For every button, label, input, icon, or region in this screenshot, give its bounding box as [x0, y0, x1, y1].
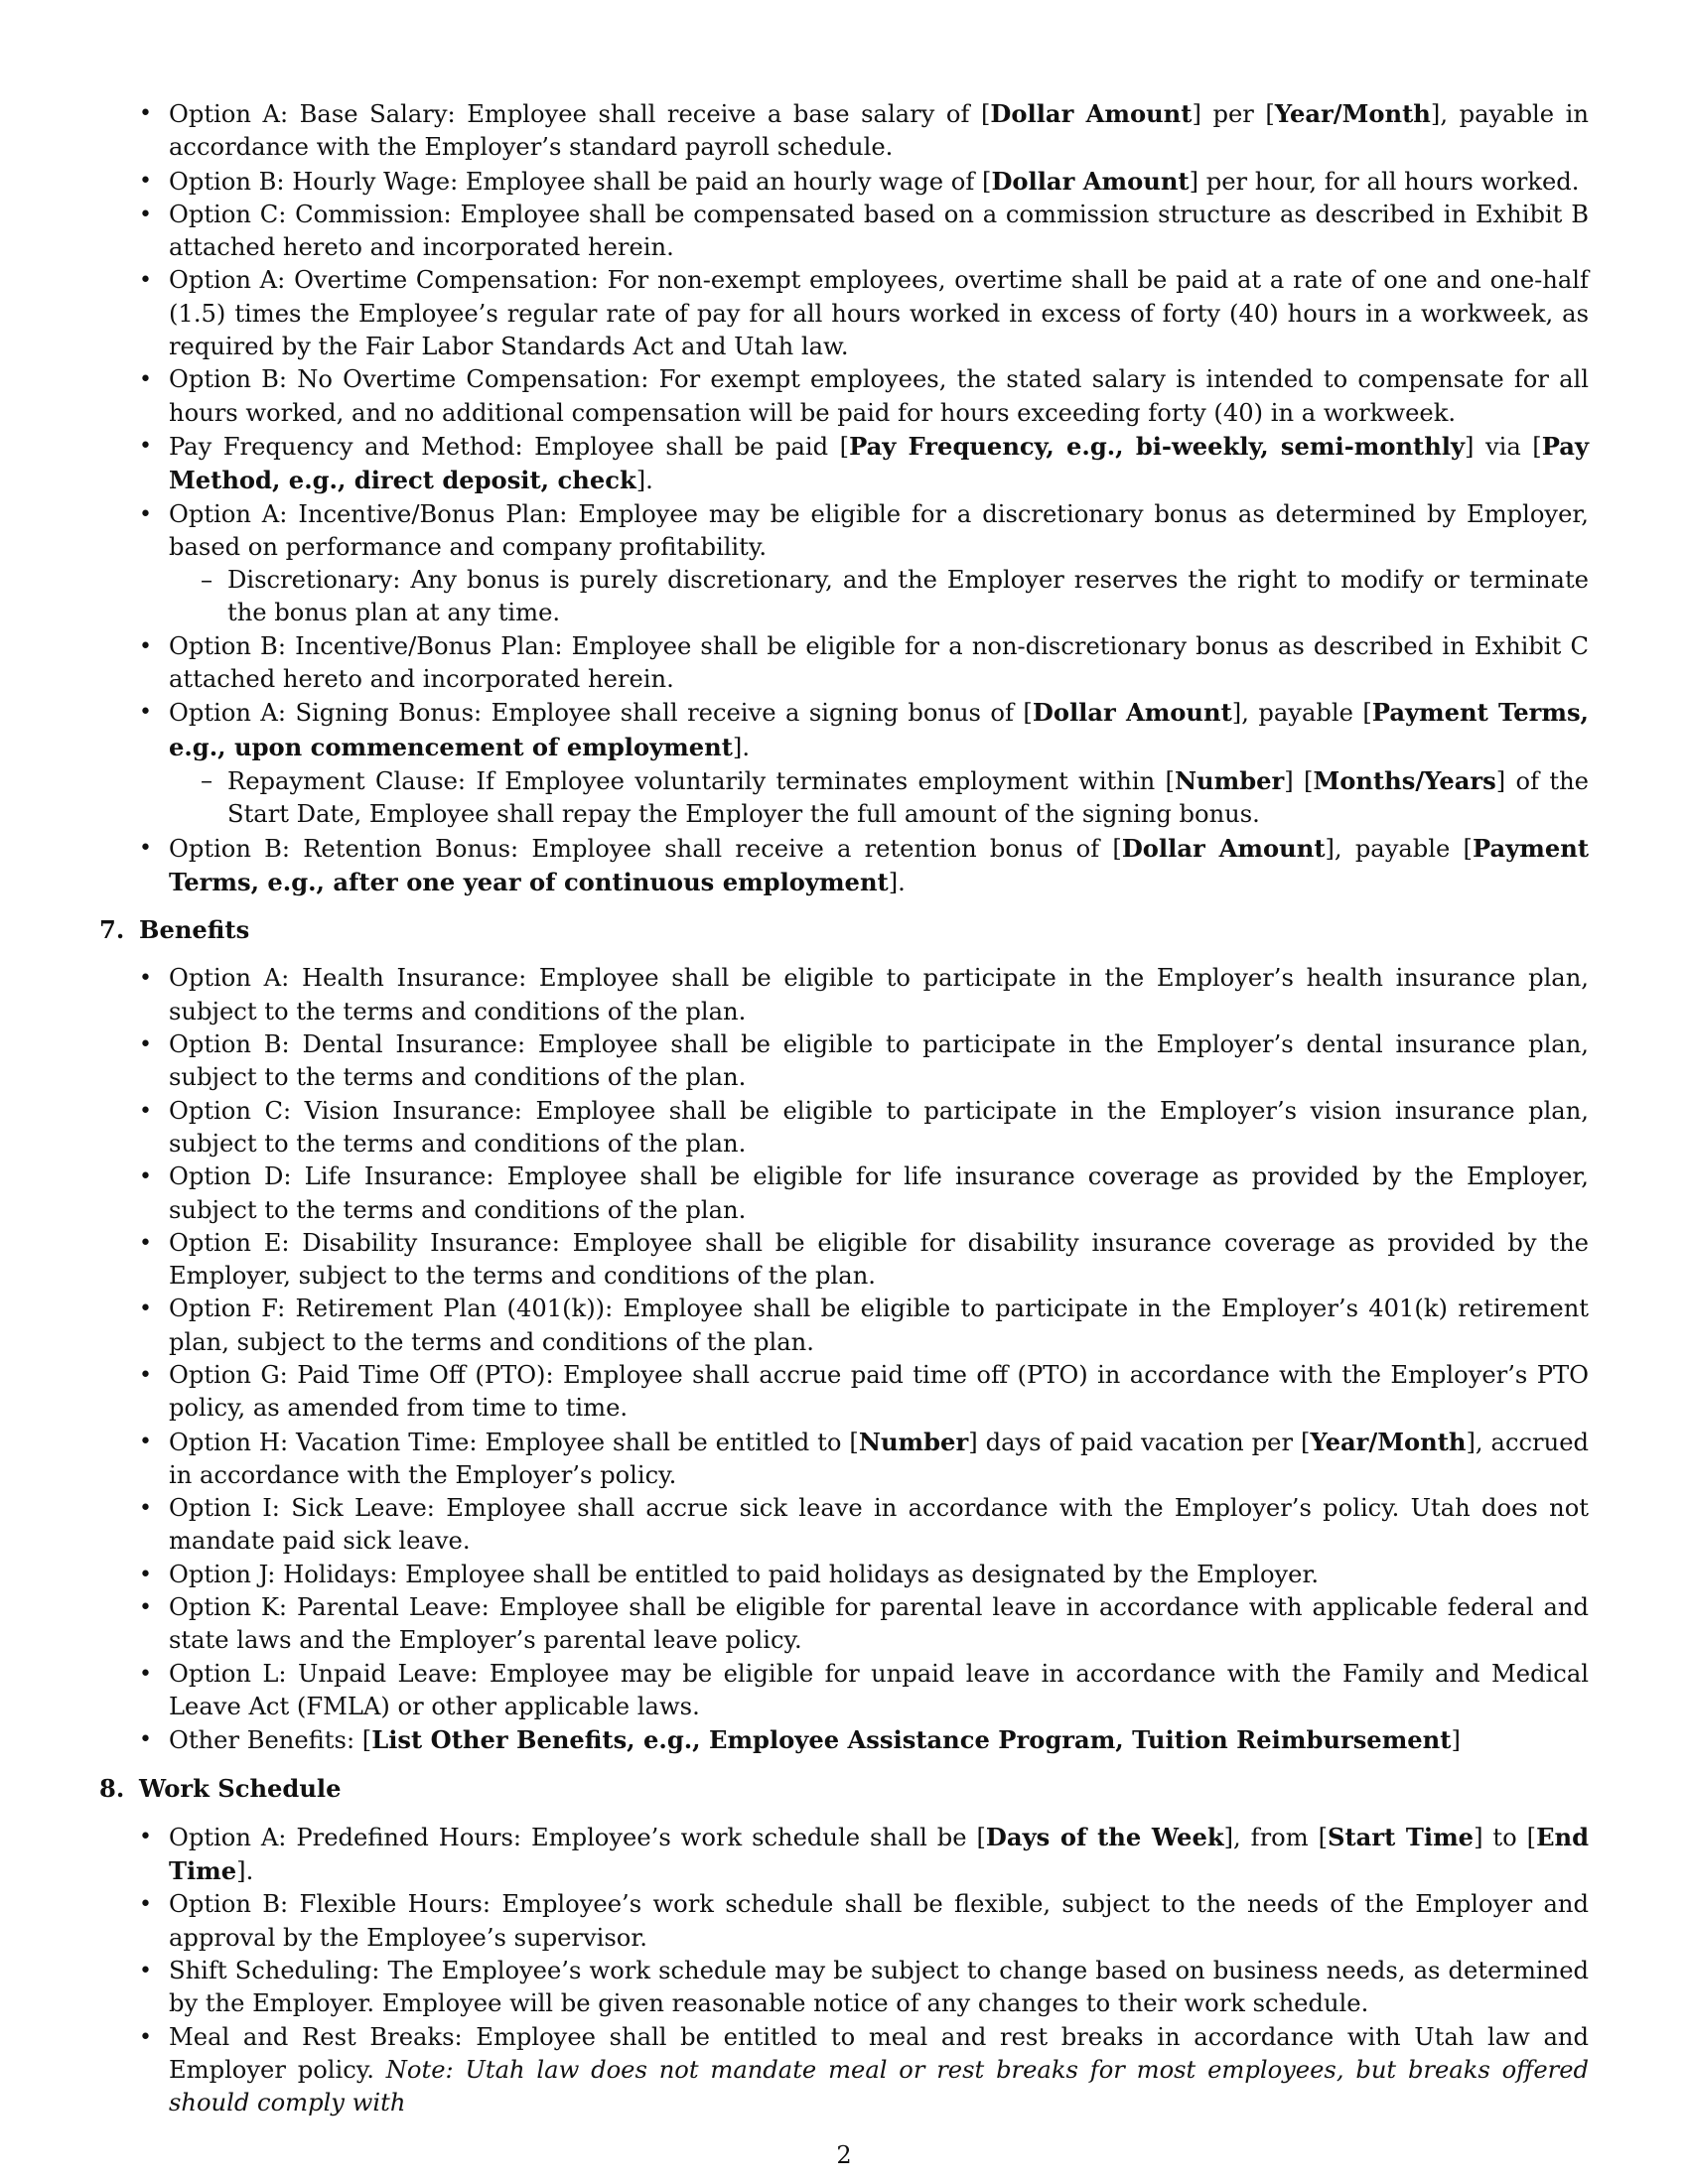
compensation-options-list [99, 97, 1589, 899]
list-item: • Option L: Unpaid Leave: Employee may be eligible for unpaid leave in accordance with the Family and Medical Leave Act (FMLA) or other applicable laws. [99, 1658, 1589, 1724]
section-heading-benefits: 7. Benefits [99, 915, 250, 945]
list-item-signing-bonus: • Option A: Signing Bonus: Employee shall receive a signing bonus of [Dollar Amount], payable [Payment Terms, e.g., upon commencement of employment]. – Repayment Clause: If Employee voluntarily terminates employment within [Number] [Months/Years] of the Start Date, Employee shall repay the Employer the full amount of the signing bonus. [99, 696, 1589, 831]
list-item-no-overtime: • Option B: No Overtime Compensation: For exempt employees, the stated salary is intended to compensate for all hours worked, and no additional compensation will be paid for hours exceeding forty (40) in a workweek. [99, 363, 1589, 430]
sub-list [169, 764, 1589, 832]
work-schedule-list [99, 1821, 1589, 2120]
list-item: • Option B: Flexible Hours: Employee’s work schedule shall be flexible, subject to the needs of the Employer and approval by the Employee’s supervisor. [99, 1888, 1589, 1955]
page-body [99, 97, 1589, 2120]
list-item: • Option A: Predefined Hours: Employee’s work schedule shall be [Days of the Week], from [Start Time] to [End Time]. [99, 1821, 1589, 1889]
list-item: • Option A: Health Insurance: Employee shall be eligible to participate in the Employer’s health insurance plan, subject to the terms and conditions of the plan. [99, 962, 1589, 1028]
list-item-pay-frequency: • Pay Frequency and Method: Employee shall be paid [Pay Frequency, e.g., bi-weekly, semi-monthly] via [Pay Method, e.g., direct deposit, check]. [99, 430, 1589, 498]
page-number: 2 [836, 2141, 852, 2169]
list-item: • Option C: Vision Insurance: Employee shall be eligible to participate in the Employer’s vision insurance plan, subject to the terms and conditions of the plan. [99, 1095, 1589, 1161]
list-item: • Option I: Sick Leave: Employee shall accrue sick leave in accordance with the Employer’s policy. Utah does not mandate paid sick leave. [99, 1492, 1589, 1559]
sub-item-discretionary: – Discretionary: Any bonus is purely discretionary, and the Employer reserves the right to modify or terminate the bonus plan at any time. [99, 564, 1589, 630]
list-item: • Option G: Paid Time Off (PTO): Employee shall accrue paid time off (PTO) in accordance with the Employer’s PTO policy, as amended from time to time. [99, 1359, 1589, 1426]
list-item: • Shift Scheduling: The Employee’s work schedule may be subject to change based on business needs, as determined by the Employer. Employee will be given reasonable notice of any changes to their work schedule. [99, 1955, 1589, 2021]
list-item: • Option K: Parental Leave: Employee shall be eligible for parental leave in accordance with applicable federal and state laws and the Employer’s parental leave policy. [99, 1591, 1589, 1658]
list-item-non-discretionary-bonus: • Option B: Incentive/Bonus Plan: Employee shall be eligible for a non-discretionary bonus as described in Exhibit C attached hereto and incorporated herein. [99, 630, 1589, 697]
list-item: • Option B: Dental Insurance: Employee shall be eligible to participate in the Employer’s dental insurance plan, subject to the terms and conditions of the plan. [99, 1028, 1589, 1095]
list-item-retention-bonus: • Option B: Retention Bonus: Employee shall receive a retention bonus of [Dollar Amount], payable [Payment Terms, e.g., after one year of continuous employment]. [99, 832, 1589, 900]
list-item-commission: • Option C: Commission: Employee shall be compensated based on a commission structure as described in Exhibit B attached hereto and incorporated herein. [99, 199, 1589, 265]
sub-list [169, 564, 1589, 630]
sub-item-repayment-clause: – Repayment Clause: If Employee voluntarily terminates employment within [Number] [Months/Years] of the Start Date, Employee shall repay the Employer the full amount of the signing bonus. [99, 764, 1589, 832]
benefits-list [99, 962, 1589, 1757]
list-item: • Option H: Vacation Time: Employee shall be entitled to [Number] days of paid vacation per [Year/Month], accrued in accordance with the Employer’s policy. [99, 1426, 1589, 1493]
list-item-discretionary-bonus: • Option A: Incentive/Bonus Plan: Employee may be eligible for a discretionary bonus as determined by Employer, based on performance and company profitability. – Discretionary: Any bonus is purely discretionary, and the Employer reserves the right to modify or terminate the bonus plan at any time. [99, 498, 1589, 630]
list-item-hourly-wage: • Option B: Hourly Wage: Employee shall be paid an hourly wage of [Dollar Amount] per hour, for all hours worked. [99, 165, 1589, 199]
section-heading-work-schedule: 8. Work Schedule [99, 1773, 342, 1803]
list-item: • Other Benefits: [List Other Benefits, e.g., Employee Assistance Program, Tuition Reimbursement] [99, 1723, 1589, 1757]
list-item-overtime: • Option A: Overtime Compensation: For non-exempt employees, overtime shall be paid at a rate of one and one-half (1.5) times the Employee’s regular rate of pay for all hours worked in excess of forty (40) hours in a workweek, as required by the Fair Labor Standards Act and Utah law. [99, 264, 1589, 363]
list-item: • Option E: Disability Insurance: Employee shall be eligible for disability insurance coverage as provided by the Employer, subject to the terms and conditions of the plan. [99, 1227, 1589, 1294]
list-item: • Option F: Retirement Plan (401(k)): Employee shall be eligible to participate in the Employer’s 401(k) retirement plan, subject to the terms and conditions of the plan. [99, 1293, 1589, 1359]
list-item: • Option D: Life Insurance: Employee shall be eligible for life insurance coverage as provided by the Employer, subject to the terms and conditions of the plan. [99, 1160, 1589, 1227]
list-item: • Option J: Holidays: Employee shall be entitled to paid holidays as designated by the Employer. [99, 1559, 1589, 1591]
list-item: • Meal and Rest Breaks: Employee shall be entitled to meal and rest breaks in accordance with Utah law and Employer policy. Note: Utah law does not mandate meal or rest breaks for most employees, but breaks offered should comply with [99, 2021, 1589, 2120]
list-item-base-salary: • Option A: Base Salary: Employee shall receive a base salary of [Dollar Amount] per [Year/Month], payable in accordance with the Employer’s standard payroll schedule. [99, 97, 1589, 165]
